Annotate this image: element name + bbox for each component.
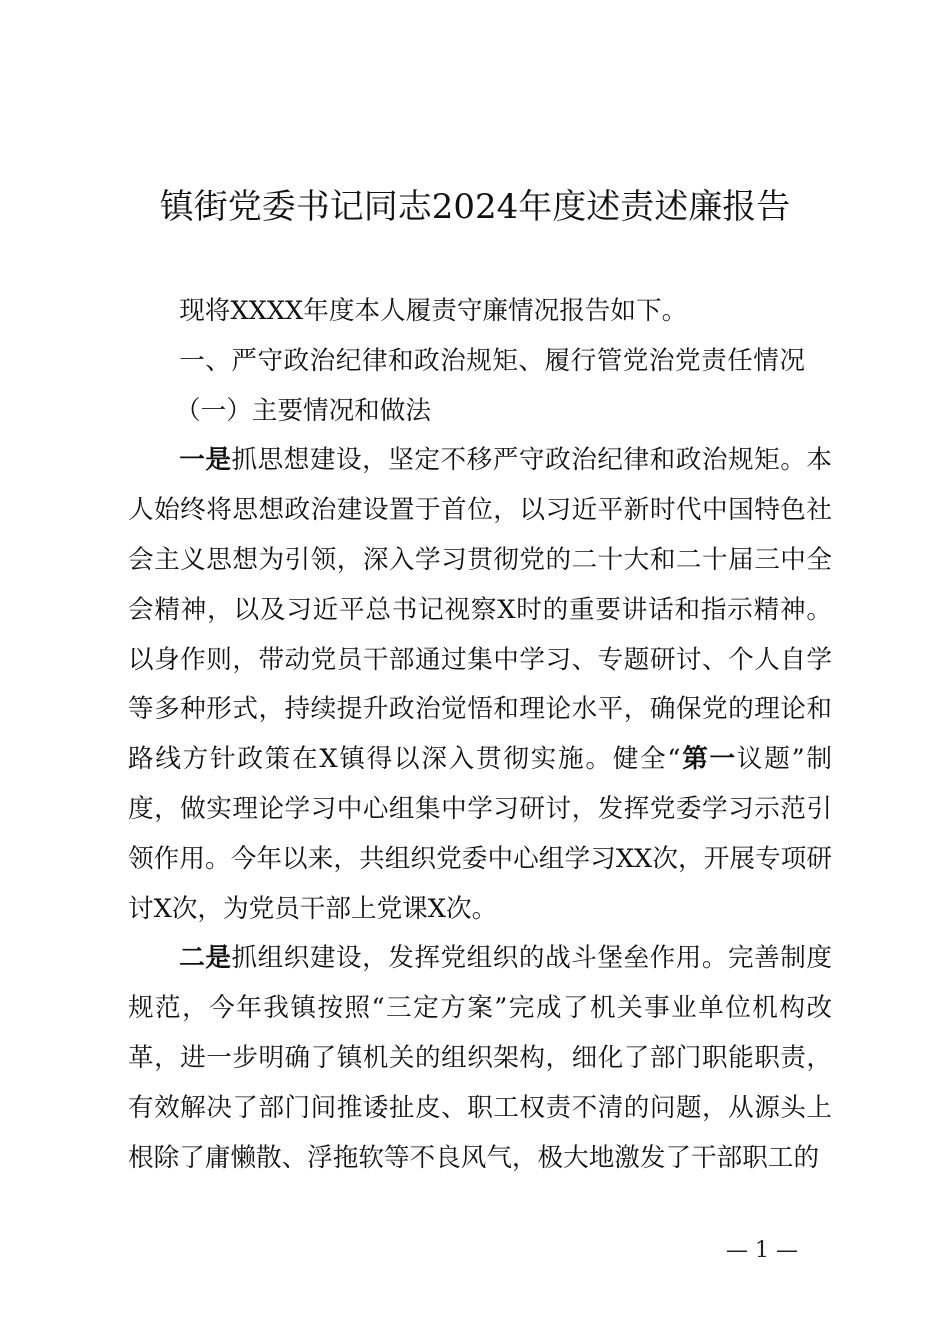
- paragraph-text-1b: 议题”制度，做实理论学习中心组集中学习研讨，发挥党委学习示范引领作用。今年以来，共组织党委中心组学习XX次，开展专项研讨X次，为党员干部上党课X次。: [128, 744, 832, 924]
- section-heading: 一、严守政治纪律和政治规矩、履行管党治党责任情况: [179, 345, 806, 376]
- subsection-heading: （一）主要情况和做法: [175, 395, 431, 426]
- paragraph-text-2: 抓组织建设，发挥党组织的战斗堡垒作用。完善制度规范，今年我镇按照“三定方案”完成了机关事业单位机构改革，进一步明确了镇机关的组织架构，细化了部门职能职责，有效解决了部门间推诿扯皮、职工权责不清的问题，从源头上根除了庸懒散、浮拖软等不良风气，极大地激发了干部职工的: [128, 943, 832, 1173]
- page-number: — 1 —: [726, 1238, 798, 1263]
- paragraph-thought-building: [128, 436, 832, 934]
- paragraph-text-1a: 抓思想建设，坚定不移严守政治纪律和政治规矩。本人始终将思想政治建设置于首位，以习近平新时代中国特色社会主义思想为引领，深入学习贯彻党的二十大和二十届三中全会精神，以及习近平总书记视察X时的重要讲话和指示精神。以身作则，带动党员干部通过集中学习、专题研讨、个人自学等多种形式，持续提升政治觉悟和理论水平，确保党的理论和路线方针政策在X镇得以深入贯彻实施。健全“: [128, 445, 832, 775]
- paragraph-lead-1: 一是: [179, 445, 232, 476]
- document-body: [128, 287, 832, 1183]
- bold-term: 第一: [680, 744, 737, 775]
- intro-paragraph: 现将XXXX年度本人履责守廉情况报告如下。: [179, 296, 688, 326]
- paragraph-organization-building: [128, 934, 832, 1183]
- paragraph-lead-2: 二是: [179, 943, 232, 974]
- document-title: 镇街党委书记同志2024年度述责述廉报告: [159, 187, 791, 227]
